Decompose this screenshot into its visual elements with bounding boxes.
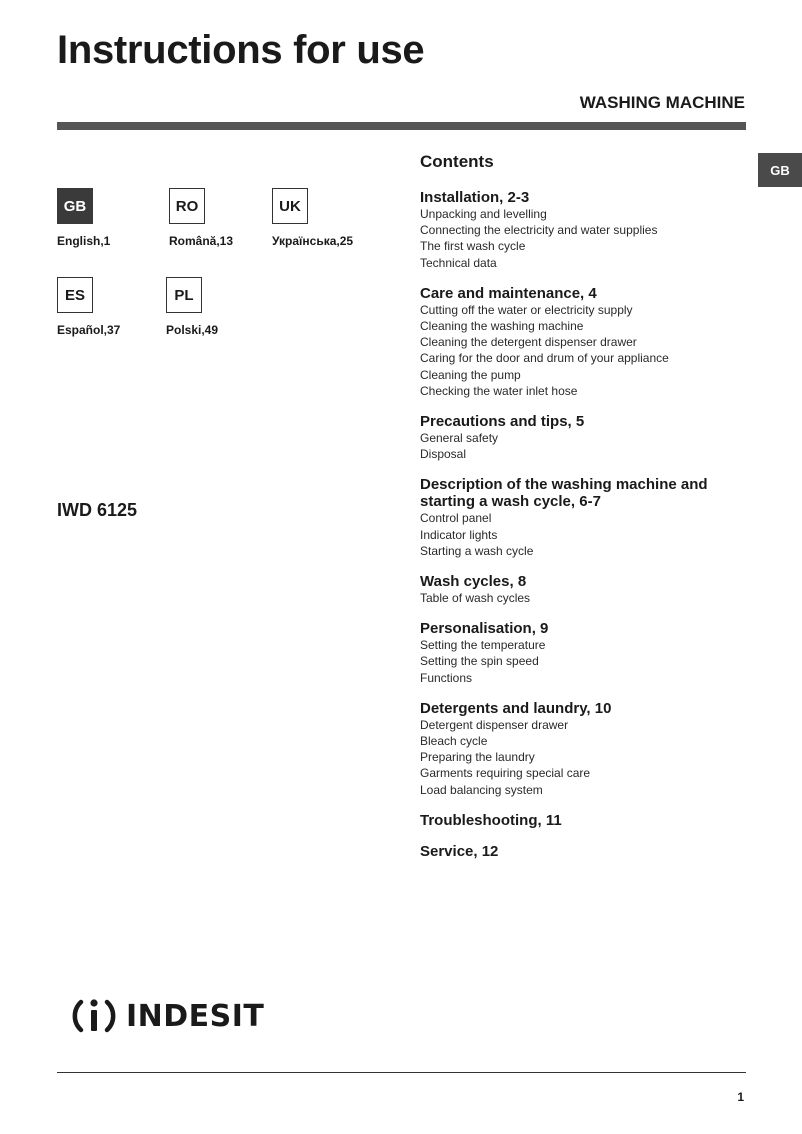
- language-item-es[interactable]: [57, 277, 121, 337]
- toc-subitem: Connecting the electricity and water supplies: [420, 223, 658, 238]
- table-of-contents: [420, 152, 750, 874]
- toc-section-title: Service, 12: [420, 842, 499, 860]
- language-code-box: RO: [169, 188, 205, 224]
- toc-subitem: Preparing the laundry: [420, 750, 535, 765]
- contents-heading: Contents: [420, 152, 494, 171]
- toc-section-title: Description of the washing machine and starting a wash cycle, 6-7: [420, 476, 708, 511]
- language-label: Español,37: [57, 323, 121, 337]
- toc-subitem: Garments requiring special care: [420, 766, 591, 781]
- toc-subitem: Cleaning the pump: [420, 367, 521, 382]
- toc-section: [420, 700, 750, 798]
- toc-subitem: Bleach cycle: [420, 734, 488, 749]
- language-item-gb[interactable]: [57, 188, 111, 248]
- language-code-box: ES: [57, 277, 93, 313]
- indesit-logo-icon: [70, 992, 118, 1040]
- toc-subitem: Starting a wash cycle: [420, 543, 534, 558]
- toc-section: [420, 476, 750, 559]
- model-number: IWD 6125: [57, 500, 138, 520]
- toc-subitem: Table of wash cycles: [420, 591, 531, 606]
- toc-section: [420, 189, 750, 271]
- language-item-pl[interactable]: [166, 277, 219, 337]
- toc-section: [420, 573, 750, 606]
- toc-subitem: Cleaning the washing machine: [420, 319, 584, 334]
- toc-subitem: Disposal: [420, 447, 467, 462]
- toc-section-title: Precautions and tips, 5: [420, 413, 585, 431]
- product-type: WASHING MACHINE: [579, 93, 745, 112]
- toc-subitem: Setting the temperature: [420, 638, 546, 653]
- language-label: Polski,49: [166, 323, 219, 337]
- language-side-tab: GB: [758, 153, 802, 187]
- toc-subitem: The first wash cycle: [420, 239, 526, 254]
- language-label: Українська,25: [272, 234, 354, 248]
- language-label: English,1: [57, 234, 111, 248]
- toc-subitem: Checking the water inlet hose: [420, 383, 578, 398]
- toc-subitem: Cleaning the detergent dispenser drawer: [420, 335, 637, 350]
- toc-subitem: General safety: [420, 431, 499, 446]
- language-code-box: PL: [166, 277, 202, 313]
- language-code-box: UK: [272, 188, 308, 224]
- toc-section-title: Wash cycles, 8: [420, 573, 527, 591]
- language-label: Română,13: [169, 234, 234, 248]
- toc-subitem: Setting the spin speed: [420, 654, 539, 669]
- toc-section: [420, 285, 750, 399]
- page-number: 1: [737, 1090, 744, 1104]
- page-title: Instructions for use: [57, 28, 425, 72]
- footer-divider: [57, 1072, 746, 1073]
- toc-section-title: Personalisation, 9: [420, 620, 549, 638]
- toc-subitem: Indicator lights: [420, 527, 498, 542]
- brand-logo: [70, 992, 264, 1040]
- toc-section: [420, 413, 750, 462]
- toc-section-title: Detergents and laundry, 10: [420, 699, 612, 717]
- toc-sections: [420, 189, 750, 860]
- language-item-uk[interactable]: [272, 188, 354, 248]
- toc-section-title: Care and maintenance, 4: [420, 284, 597, 302]
- toc-subitem: Control panel: [420, 511, 492, 526]
- toc-section-title: Installation, 2-3: [420, 189, 530, 206]
- toc-subitem: Detergent dispenser drawer: [420, 717, 569, 732]
- toc-subitem: Technical data: [420, 255, 497, 270]
- toc-subitem: Cutting off the water or electricity supply: [420, 302, 633, 317]
- header-divider: [57, 122, 746, 130]
- toc-section: [420, 843, 750, 860]
- language-code-box: GB: [57, 188, 93, 224]
- toc-section-title: Troubleshooting, 11: [420, 811, 562, 829]
- toc-subitem: Functions: [420, 670, 473, 685]
- language-item-ro[interactable]: [169, 188, 234, 248]
- toc-section: [420, 812, 750, 829]
- toc-subitem: Load balancing system: [420, 782, 543, 797]
- toc-section: [420, 620, 750, 686]
- toc-subitem: Unpacking and levelling: [420, 207, 547, 221]
- logo-wordmark: INDESIT: [126, 998, 265, 1034]
- toc-subitem: Caring for the door and drum of your appliance: [420, 351, 669, 366]
